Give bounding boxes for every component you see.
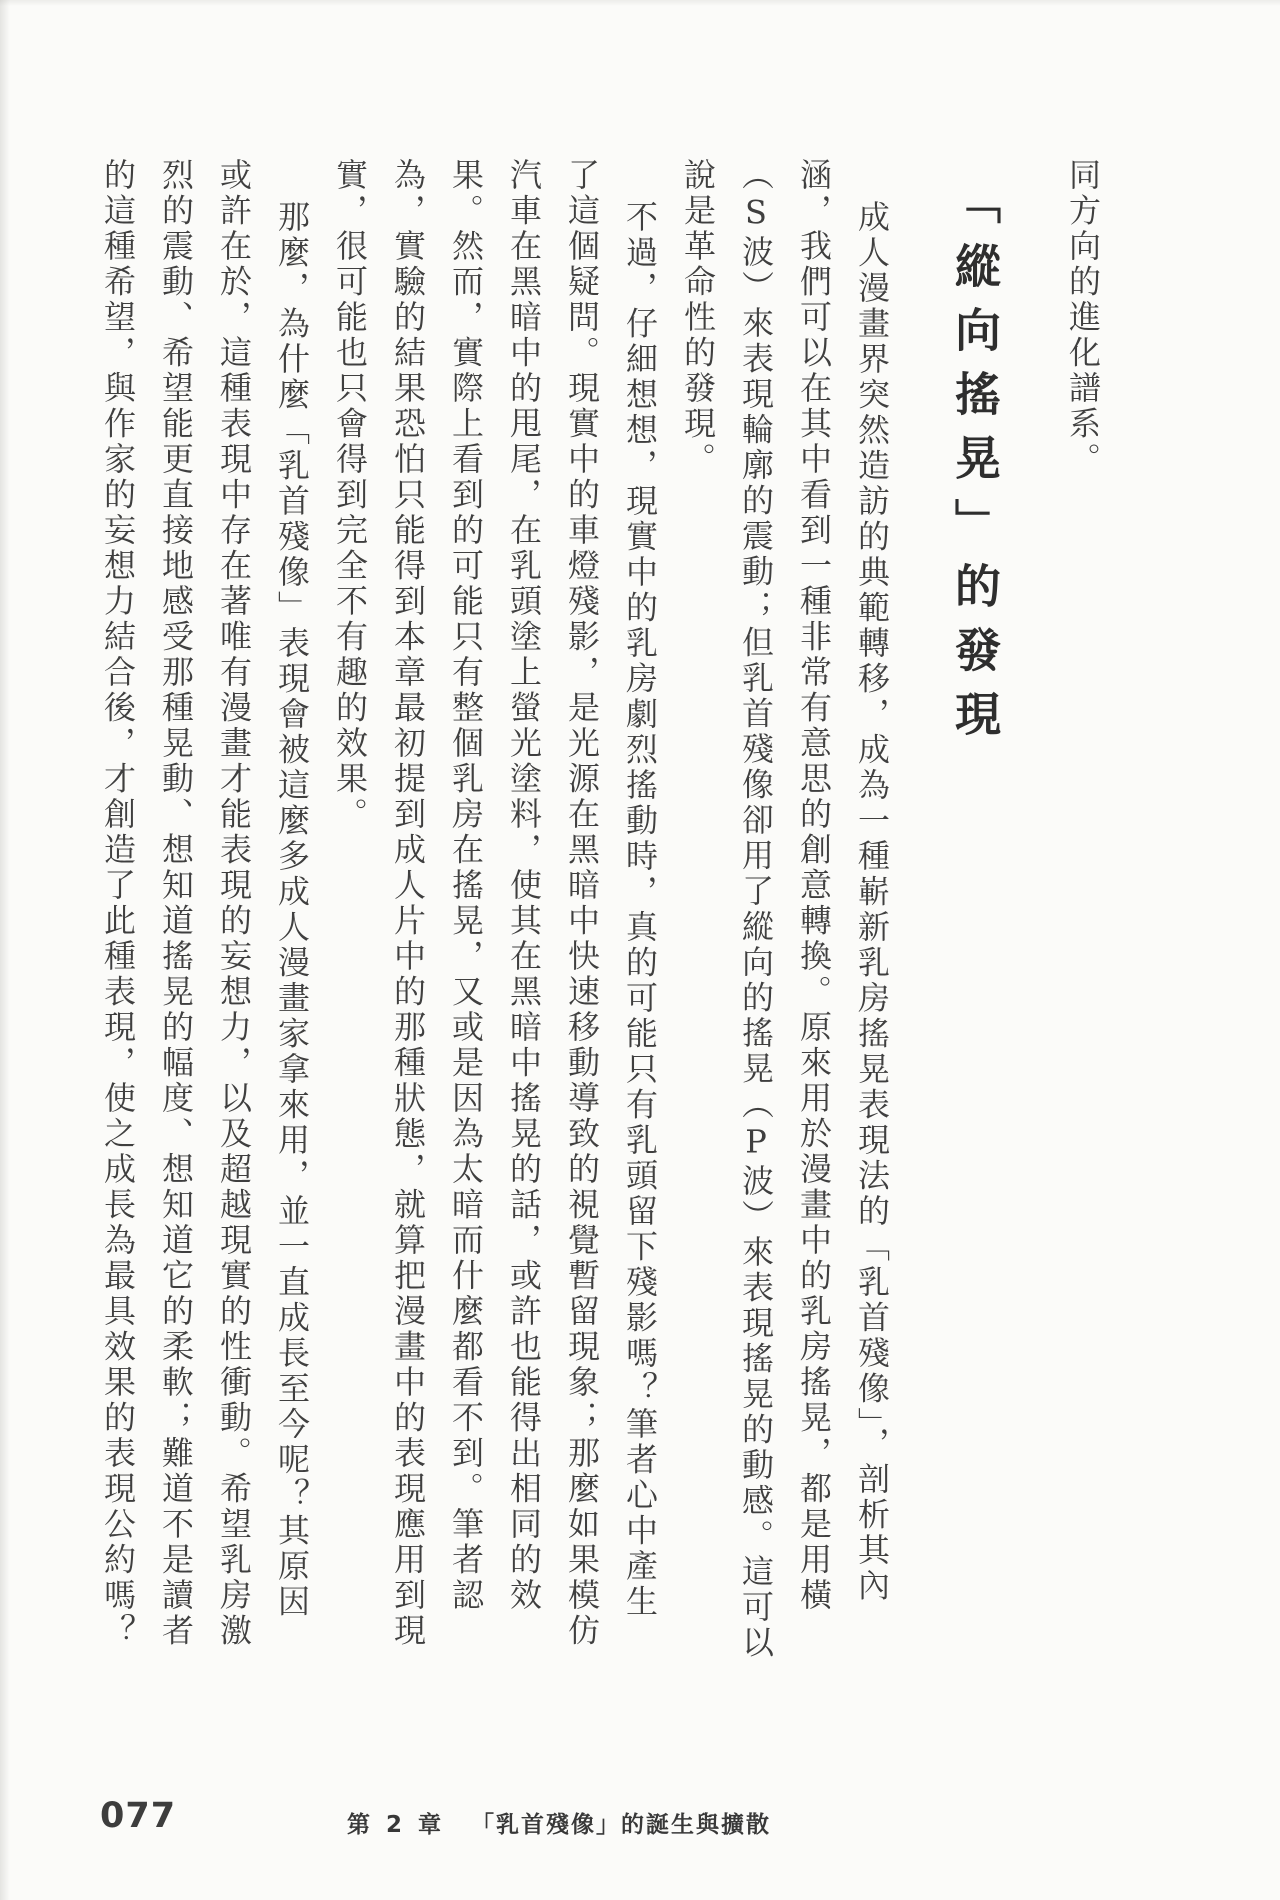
paragraph-line: 為，實驗的結果恐怕只能得到本章最初提到成人片中的那種狀態，就算把漫畫中的表現應用到現 <box>389 158 427 1649</box>
paragraph-line: 的這種希望，與作家的妄想力結合後，才創造了此種表現，使之成長為最具效果的表現公約嗎？ <box>99 158 137 1649</box>
paragraph-line: 那麼，為什麼「乳首殘像」表現會被這麼多成人漫畫家拿來用，並一直成長至今呢？其原因 <box>273 200 311 1620</box>
paragraph-line: 或許在於，這種表現中存在著唯有漫畫才能表現的妄想力，以及超越現實的性衝動。希望乳房激 <box>215 158 253 1649</box>
section-heading: 「縱向搖晃」的發現 <box>948 178 1002 754</box>
footer-chapter <box>347 1806 771 1839</box>
paragraph-line: 了這個疑問。現實中的車燈殘影，是光源在黑暗中快速移動導致的視覺暫留現象；那麼如果模仿 <box>563 158 601 1649</box>
paragraph-line: （S波）來表現輪廓的震動；但乳首殘像卻用了縱向的搖晃（P波）來表現搖晃的動感。這可以 <box>737 158 775 1661</box>
scan-edge-shading <box>0 0 10 1900</box>
footer-chapter-title: 「乳首殘像」的誕生與擴散 <box>471 1812 772 1838</box>
vertical-text-block <box>89 158 1112 1668</box>
scan-edge-shading <box>0 0 1280 6</box>
paragraph-line: 涵，我們可以在其中看到一種非常有意思的創意轉換。原來用於漫畫中的乳房搖晃，都是用橫 <box>795 158 833 1614</box>
paragraph-line: 實，很可能也只會得到完全不有趣的效果。 <box>331 158 369 833</box>
paragraph-line: 不過，仔細想想，現實中的乳房劇烈搖動時，真的可能只有乳頭留下殘影嗎？筆者心中產生 <box>621 200 659 1620</box>
paragraph-line: 果。然而，實際上看到的可能只有整個乳房在搖晃，又或是因為太暗而什麼都看不到。筆者認 <box>447 158 485 1614</box>
paragraph-line: 汽車在黑暗中的甩尾，在乳頭塗上螢光塗料，使其在黑暗中搖晃的話，或許也能得出相同的效 <box>505 158 543 1614</box>
paragraph-line: 成人漫畫界突然造訪的典範轉移，成為一種嶄新乳房搖晃表現法的「乳首殘像」，剖析其內 <box>853 200 891 1604</box>
paragraph <box>89 158 321 1649</box>
footer-chapter-label: 第 2 章 <box>347 1812 446 1838</box>
paragraph-line: 說是革命性的發現。 <box>679 158 717 478</box>
previous-page-continuation-line: 同方向的進化譜系。 <box>1064 158 1102 478</box>
paragraph-line: 烈的震動、希望能更直接地感受那種晃動、想知道搖晃的幅度、想知道它的柔軟；難道不是讀者 <box>157 158 195 1649</box>
page-number: 077 <box>100 1796 177 1836</box>
paragraph <box>321 158 669 1649</box>
paragraph <box>669 158 901 1661</box>
